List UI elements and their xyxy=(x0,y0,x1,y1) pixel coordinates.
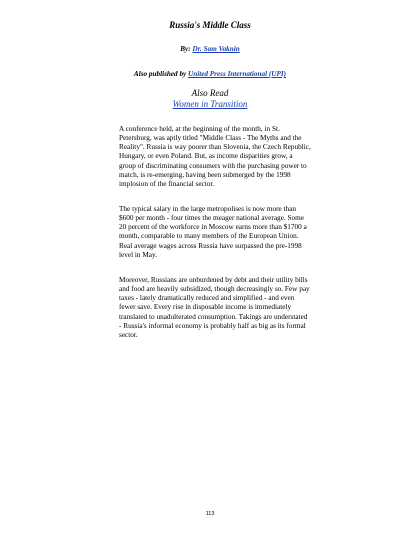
byline xyxy=(0,45,420,54)
page-title: Russia's Middle Class xyxy=(169,20,251,30)
also-read-heading: Also Read xyxy=(191,88,229,98)
body-paragraph-1: A conference held, at the beginning of the month, in St. Petersburg, was aptly titled "Middle Class - The Myths and the Reality". Russia is way poorer than Slovenia, the Czech Republic, Hungary, or even Poland. But, as income disparities grow, a group of discriminating consumers with the purchasing power to match, is re-emerging, having been submerged by the 1998 implosion of the financial sector. xyxy=(119,125,311,188)
also-published-line xyxy=(0,70,420,79)
also-published-prefix: Also published by xyxy=(133,70,189,78)
body-paragraph-2: The typical salary in the large metropolises is now more than $600 per month - four times the meager national average. Some 20 percent of the workforce in Moscow earns more than $1700 a month, comparable to many members of the European Union. Real average wages across Russia have surpassed the pre-1998 level in May. xyxy=(119,205,307,259)
page-number: 113 xyxy=(205,511,215,517)
also-read-section xyxy=(0,88,420,110)
byline-prefix: By: xyxy=(180,45,193,53)
author-link[interactable]: Dr. Sam Vaknin xyxy=(192,45,240,53)
women-in-transition-link[interactable]: Women in Transition xyxy=(172,99,248,109)
publisher-link[interactable]: United Press International (UPI) xyxy=(188,70,287,78)
body-paragraph-3: Moreover, Russians are unburdened by debt and their utility bills and food are heavily subsidized, though decreasingly so. Few pay taxes - lately dramatically reduced and simplified - and even fewer save. Every rise in disposable income is immediately translated to unadulterated consumption. Takings are understated - Russia's informal economy is probably half as big as its formal sector. xyxy=(119,276,310,339)
